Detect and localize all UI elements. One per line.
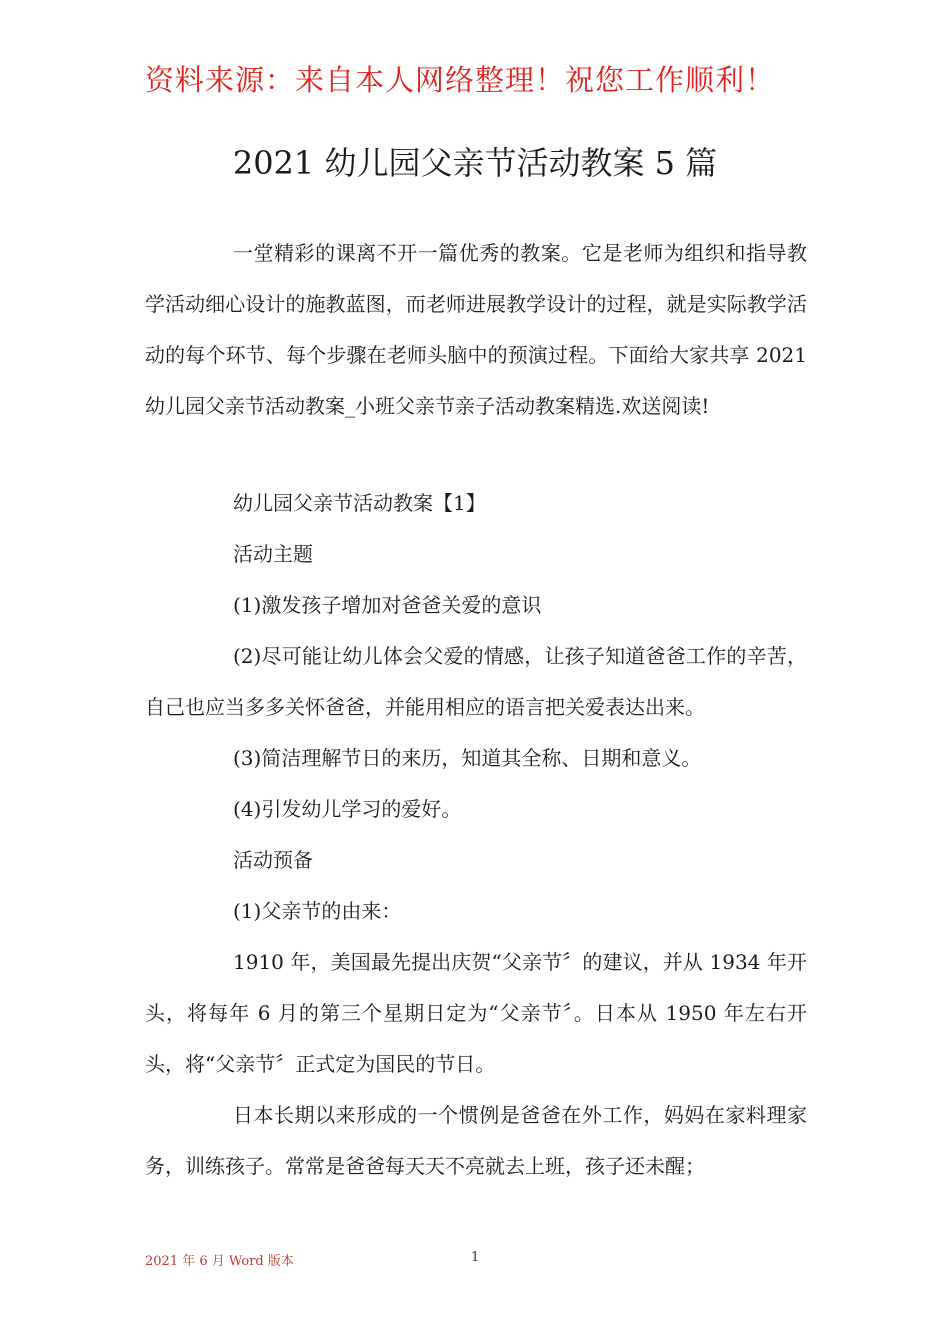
document-title: 2021 幼儿园父亲节活动教案 5 篇	[232, 144, 718, 182]
subheading-activity-theme: 活动主题	[233, 542, 313, 566]
page-footer	[145, 1250, 807, 1270]
list-item: (1)父亲节的由来：	[233, 899, 402, 923]
intro-paragraph: 一堂精彩的课离不开一篇优秀的教案。它是老师为组织和指导教学活动细心设计的施教蓝图，而老师进展教学设计的过程，就是实际教学活动的每个环节、每个步骤在老师头脑中的预演过程。下面给大家共享 2021 幼儿园父亲节活动教案_小班父亲节亲子活动教案精选.欢送阅读!	[145, 241, 807, 418]
document-body	[145, 228, 807, 1192]
page-number: 1	[471, 1250, 480, 1265]
footer-date-version: 2021 年 6 月 Word 版本	[145, 1254, 294, 1269]
body-paragraph: 1910 年，美国最先提出庆贺“父亲节〞的建议，并从 1934 年开头，将每年 6 月的第三个星期日定为“父亲节〞。日本从 1950 年左右开头，将“父亲节〞正式定为国民的节日。	[145, 950, 807, 1076]
list-item: (2)尽可能让幼儿体会父爱的情感，让孩子知道爸爸工作的辛苦，自己也应当多多关怀爸爸，并能用相应的语言把关爱表达出来。	[145, 644, 807, 719]
body-paragraph: 日本长期以来形成的一个惯例是爸爸在外工作，妈妈在家料理家务，训练孩子。常常是爸爸每天天不亮就去上班，孩子还未醒；	[145, 1103, 807, 1178]
paragraph-gap	[145, 432, 807, 478]
list-item: (4)引发幼儿学习的爱好。	[233, 797, 462, 821]
list-item: (3)简洁理解节日的来历，知道其全称、日期和意义。	[233, 746, 702, 770]
subheading-activity-prep: 活动预备	[233, 848, 313, 872]
list-item: (1)激发孩子增加对爸爸关爱的意识	[233, 593, 542, 617]
source-banner: 资料来源：来自本人网络整理！祝您工作顺利！	[145, 63, 776, 97]
section-heading: 幼儿园父亲节活动教案【1】	[233, 491, 486, 515]
